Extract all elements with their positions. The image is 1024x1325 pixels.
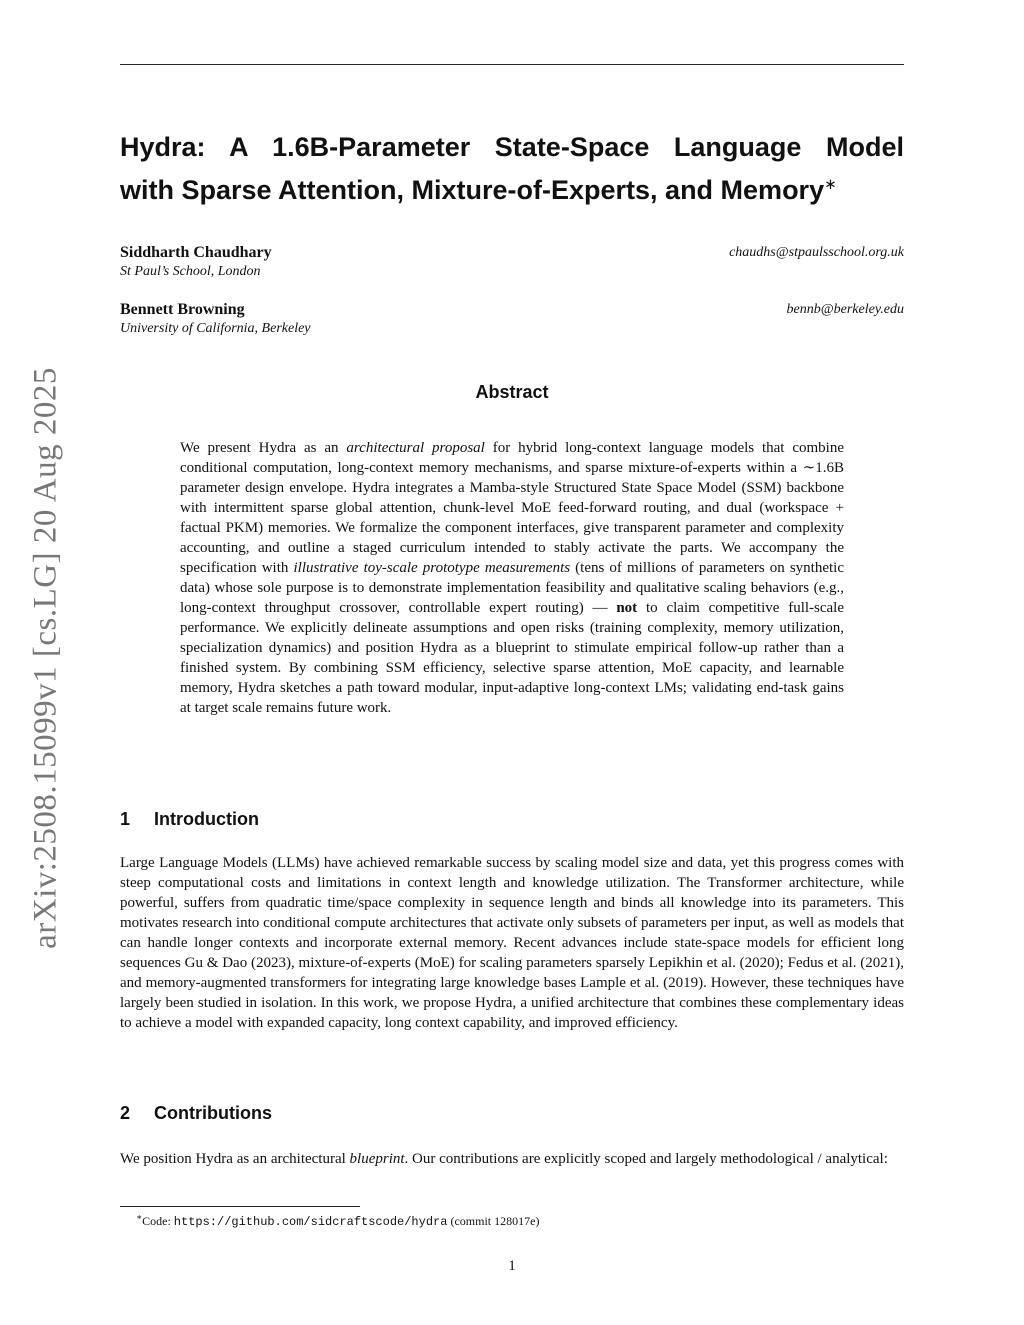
top-rule	[120, 64, 904, 65]
abstract-text: We present Hydra as an architectural proposal for hybrid long-context language models that combine conditional computation, long-context memory mechanisms, and sparse mixture-of-experts within a ∼1.6B parameter design envelope. Hydra integrates a Mamba-style Structured State Space Model (SSM) backbone with intermittent sparse global attention, chunk-level MoE feed-forward routing, and dual (workspace + factual PKM) memories. We formalize the component interfaces, give transparent parameter and complexity accounting, and outline a staged curriculum intended to stably activate the parts. We accompany the specification with illustrative toy-scale prototype measurements (tens of millions of parameters on synthetic data) whose sole purpose is to demonstrate implementation feasibility and qualitative scaling behaviors (e.g., long-context throughput crossover, controllable expert routing) — not to claim competitive full-scale performance. We explicitly delineate assumptions and open risks (training complexity, memory utilization, specialization dynamics) and position Hydra as a blueprint to stimulate empirical follow-up rather than a finished system. By combining SSM efficiency, selective sparse attention, MoE capacity, and learnable memory, Hydra sketches a path toward modular, input-adaptive long-context LMs; validating end-task gains at target scale remains future work.	[180, 440, 844, 716]
footnote-rule	[120, 1206, 360, 1207]
emphasis: blueprint	[349, 1151, 405, 1167]
paper-title	[120, 128, 904, 209]
abstract-heading: Abstract	[475, 382, 549, 402]
contributions-paragraph: We position Hydra as an architectural blueprint. Our contributions are explicitly scoped and largely methodological / analytical:	[120, 1151, 888, 1167]
author-name: Bennett Browning	[120, 301, 245, 318]
emphasis: architectural proposal	[346, 440, 485, 456]
author-affiliation: University of California, Berkeley	[120, 321, 311, 336]
introduction-paragraph: Large Language Models (LLMs) have achieved remarkable success by scaling model size and data, yet this progress comes with steep computational costs and limitations in context length and knowledge utilization. The Transformer architecture, while powerful, suffers from quadratic time/space complexity in sequence length and binds all knowledge into its parameters. This motivates research into conditional compute architectures that activate only subsets of parameters per input, as well as models that can handle longer contexts and incorporate external memory. Recent advances include state-space models for efficient long sequences Gu & Dao (2023), mixture-of-experts (MoE) for scaling parameters sparsely Lepikhin et al. (2020); Fedus et al. (2021), and memory-augmented transformers for integrating large knowledge bases Lample et al. (2019). However, these techniques have largely been studied in isolation. In this work, we propose Hydra, a unified architecture that combines these complementary ideas to achieve a model with expanded capacity, long context capability, and improved efficiency.	[120, 855, 904, 1031]
footnote-mark: ∗	[136, 1212, 143, 1222]
title-footnote-mark: ∗	[824, 176, 837, 193]
footnote: ∗Code: https://github.com/sidcraftscode/hydra (commit 128017e)	[136, 1212, 540, 1229]
author-email: chaudhs@stpaulsschool.org.uk	[729, 245, 904, 260]
section-title: Contributions	[154, 1103, 272, 1123]
author-email: bennb@berkeley.edu	[786, 302, 904, 317]
section-title: Introduction	[154, 809, 259, 829]
section-heading-introduction	[120, 807, 904, 831]
page-number: 1	[508, 1258, 516, 1274]
code-repository-link[interactable]: https://github.com/sidcraftscode/hydra	[173, 1215, 448, 1229]
author-block-1	[120, 243, 904, 281]
section-number: 2	[120, 1103, 131, 1123]
section-number: 1	[120, 809, 131, 829]
author-block-2	[120, 300, 904, 338]
title-line-1: Hydra: A 1.6B-Parameter State-Space Language Model	[120, 132, 904, 162]
arxiv-identifier-stamp: arXiv:2508.15099v1 [cs.LG] 20 Aug 2025	[27, 367, 64, 949]
emphasis: illustrative toy-scale prototype measurements	[293, 560, 571, 576]
bold-emphasis: not	[616, 600, 638, 616]
author-name: Siddharth Chaudhary	[120, 244, 272, 261]
author-affiliation: St Paul’s School, London	[120, 264, 261, 279]
title-line-2: with Sparse Attention, Mixture-of-Experts, and Memory∗	[120, 175, 837, 205]
section-heading-contributions	[120, 1101, 904, 1125]
